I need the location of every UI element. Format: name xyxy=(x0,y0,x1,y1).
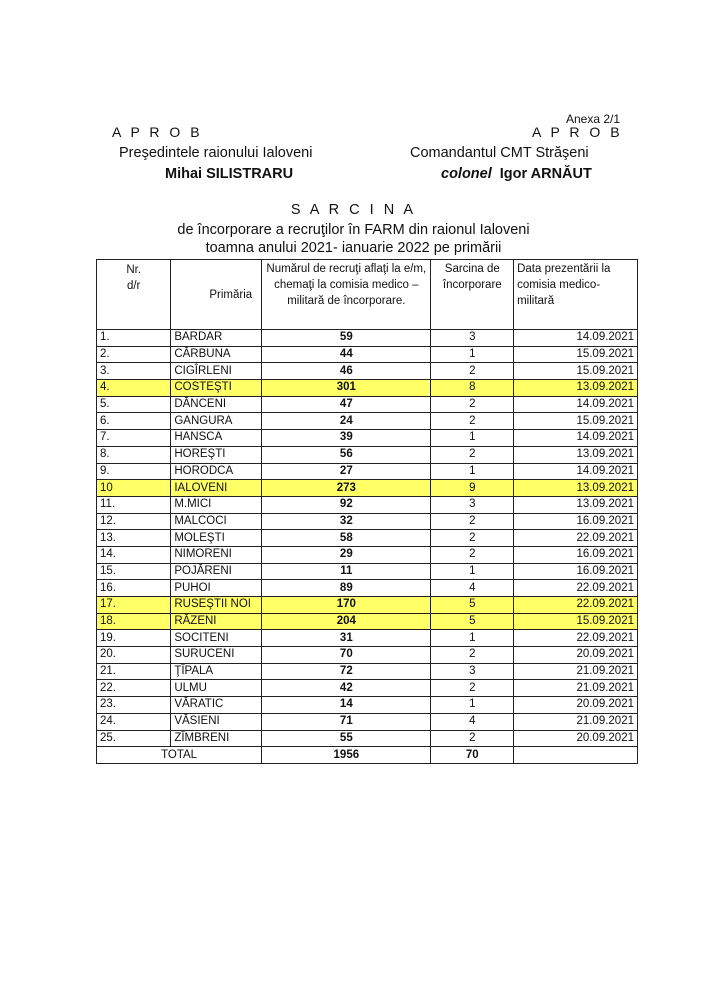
row-sarcina: 1 xyxy=(431,430,514,447)
row-numar: 14 xyxy=(262,697,431,714)
row-numar: 55 xyxy=(262,730,431,747)
row-numar: 39 xyxy=(262,430,431,447)
row-data: 22.09.2021 xyxy=(514,597,638,614)
row-numar: 11 xyxy=(262,563,431,580)
total-row xyxy=(97,747,638,764)
row-numar: 72 xyxy=(262,663,431,680)
row-numar: 56 xyxy=(262,446,431,463)
row-data: 15.09.2021 xyxy=(514,413,638,430)
table-row xyxy=(97,546,638,563)
row-nr: 19. xyxy=(97,630,171,647)
row-nr: 4. xyxy=(97,380,171,397)
row-sarcina: 1 xyxy=(431,463,514,480)
left-approve-label: A P R O B xyxy=(112,124,203,140)
row-data: 14.09.2021 xyxy=(514,463,638,480)
table-row xyxy=(97,630,638,647)
right-signatory xyxy=(441,166,592,182)
row-sarcina: 2 xyxy=(431,680,514,697)
row-numar: 29 xyxy=(262,546,431,563)
row-nr: 9. xyxy=(97,463,171,480)
right-position: Comandantul CMT Străşeni xyxy=(410,145,589,161)
row-numar: 31 xyxy=(262,630,431,647)
row-sarcina: 1 xyxy=(431,563,514,580)
row-primaria: IALOVENI xyxy=(171,480,262,497)
row-sarcina: 4 xyxy=(431,580,514,597)
row-data: 22.09.2021 xyxy=(514,580,638,597)
total-sarcina: 70 xyxy=(431,747,514,764)
row-primaria: MOLEŞTI xyxy=(171,530,262,547)
table-row xyxy=(97,713,638,730)
table-row xyxy=(97,697,638,714)
right-approve-label: A P R O B xyxy=(532,124,623,140)
row-numar: 46 xyxy=(262,363,431,380)
row-data: 15.09.2021 xyxy=(514,346,638,363)
row-data: 21.09.2021 xyxy=(514,663,638,680)
table-row xyxy=(97,413,638,430)
table-row xyxy=(97,730,638,747)
row-sarcina: 5 xyxy=(431,597,514,614)
row-sarcina: 1 xyxy=(431,346,514,363)
doc-title: S A R C I N A xyxy=(290,202,417,218)
row-nr: 18. xyxy=(97,613,171,630)
row-nr: 6. xyxy=(97,413,171,430)
row-primaria: MALCOCI xyxy=(171,513,262,530)
total-label: TOTAL xyxy=(97,747,262,764)
header-sarcina: Sarcina de încorporare xyxy=(431,260,514,330)
row-sarcina: 4 xyxy=(431,713,514,730)
table-row xyxy=(97,380,638,397)
row-nr: 17. xyxy=(97,597,171,614)
row-sarcina: 8 xyxy=(431,380,514,397)
row-primaria: M.MICI xyxy=(171,496,262,513)
table-row xyxy=(97,580,638,597)
total-data xyxy=(514,747,638,764)
row-numar: 24 xyxy=(262,413,431,430)
row-numar: 59 xyxy=(262,330,431,347)
row-primaria: PUHOI xyxy=(171,580,262,597)
row-numar: 71 xyxy=(262,713,431,730)
table-row xyxy=(97,363,638,380)
row-numar: 170 xyxy=(262,597,431,614)
row-data: 13.09.2021 xyxy=(514,380,638,397)
row-numar: 89 xyxy=(262,580,431,597)
row-sarcina: 3 xyxy=(431,663,514,680)
annex-label: Anexa 2/1 xyxy=(566,112,621,126)
row-nr: 20. xyxy=(97,647,171,664)
row-nr: 14. xyxy=(97,546,171,563)
row-primaria: CIGÎRLENI xyxy=(171,363,262,380)
row-sarcina: 1 xyxy=(431,630,514,647)
table-row xyxy=(97,663,638,680)
row-sarcina: 2 xyxy=(431,363,514,380)
table-row xyxy=(97,613,638,630)
row-nr: 25. xyxy=(97,730,171,747)
table-row xyxy=(97,680,638,697)
table-row xyxy=(97,563,638,580)
row-nr: 10 xyxy=(97,480,171,497)
header-numarul: Numărul de recruţi aflaţi la e/m, chemaţi la comisia medico – militară de încorporare. xyxy=(262,260,431,330)
header-nr: Nr. d/r xyxy=(97,260,171,330)
row-numar: 273 xyxy=(262,480,431,497)
table-row xyxy=(97,530,638,547)
row-data: 20.09.2021 xyxy=(514,697,638,714)
row-sarcina: 2 xyxy=(431,730,514,747)
row-sarcina: 3 xyxy=(431,496,514,513)
table-row xyxy=(97,330,638,347)
row-sarcina: 5 xyxy=(431,613,514,630)
table-row xyxy=(97,430,638,447)
row-numar: 42 xyxy=(262,680,431,697)
row-primaria: BARDAR xyxy=(171,330,262,347)
row-primaria: RĂZENI xyxy=(171,613,262,630)
row-sarcina: 1 xyxy=(431,697,514,714)
row-data: 16.09.2021 xyxy=(514,546,638,563)
row-nr: 8. xyxy=(97,446,171,463)
row-primaria: SOCITENI xyxy=(171,630,262,647)
row-numar: 204 xyxy=(262,613,431,630)
row-sarcina: 3 xyxy=(431,330,514,347)
doc-subtitle-line2: toamna anului 2021- ianuarie 2022 pe primării xyxy=(205,240,502,256)
row-sarcina: 2 xyxy=(431,396,514,413)
table-row xyxy=(97,480,638,497)
table-header-row xyxy=(97,260,638,330)
row-numar: 27 xyxy=(262,463,431,480)
header-data: Data prezentării la comisia medico-militară xyxy=(514,260,638,330)
row-primaria: ŢÎPALA xyxy=(171,663,262,680)
row-data: 22.09.2021 xyxy=(514,630,638,647)
header-primaria: Primăria xyxy=(171,260,262,330)
left-position: Preşedintele raionului Ialoveni xyxy=(119,145,313,161)
row-sarcina: 2 xyxy=(431,413,514,430)
left-signatory-name: Mihai SILISTRARU xyxy=(165,166,294,182)
row-primaria: SURUCENI xyxy=(171,647,262,664)
table-row xyxy=(97,647,638,664)
row-primaria: NIMORENI xyxy=(171,546,262,563)
row-nr: 5. xyxy=(97,396,171,413)
row-data: 21.09.2021 xyxy=(514,713,638,730)
row-primaria: VĂSIENI xyxy=(171,713,262,730)
row-data: 16.09.2021 xyxy=(514,513,638,530)
recruitment-table xyxy=(96,259,638,764)
row-sarcina: 9 xyxy=(431,480,514,497)
row-data: 13.09.2021 xyxy=(514,446,638,463)
row-data: 15.09.2021 xyxy=(514,613,638,630)
row-primaria: HORODCA xyxy=(171,463,262,480)
row-nr: 22. xyxy=(97,680,171,697)
row-data: 20.09.2021 xyxy=(514,647,638,664)
table-row xyxy=(97,496,638,513)
row-primaria: RUSEŞTII NOI xyxy=(171,597,262,614)
table-row xyxy=(97,463,638,480)
row-primaria: CĂRBUNA xyxy=(171,346,262,363)
row-numar: 70 xyxy=(262,647,431,664)
row-primaria: HOREŞTI xyxy=(171,446,262,463)
row-data: 13.09.2021 xyxy=(514,480,638,497)
row-sarcina: 2 xyxy=(431,530,514,547)
row-data: 14.09.2021 xyxy=(514,396,638,413)
total-numar: 1956 xyxy=(262,747,431,764)
table-row xyxy=(97,346,638,363)
row-nr: 1. xyxy=(97,330,171,347)
row-data: 13.09.2021 xyxy=(514,496,638,513)
row-sarcina: 2 xyxy=(431,513,514,530)
row-primaria: VĂRATIC xyxy=(171,697,262,714)
row-data: 20.09.2021 xyxy=(514,730,638,747)
row-sarcina: 2 xyxy=(431,446,514,463)
row-nr: 13. xyxy=(97,530,171,547)
row-nr: 24. xyxy=(97,713,171,730)
row-numar: 92 xyxy=(262,496,431,513)
row-nr: 15. xyxy=(97,563,171,580)
row-primaria: COSTEŞTI xyxy=(171,380,262,397)
row-primaria: HANSCA xyxy=(171,430,262,447)
row-numar: 32 xyxy=(262,513,431,530)
row-nr: 21. xyxy=(97,663,171,680)
right-signatory-name: Igor ARNĂUT xyxy=(499,166,592,182)
row-data: 15.09.2021 xyxy=(514,363,638,380)
row-sarcina: 2 xyxy=(431,546,514,563)
right-signatory-rank: colonel xyxy=(441,166,492,182)
row-nr: 2. xyxy=(97,346,171,363)
row-data: 21.09.2021 xyxy=(514,680,638,697)
row-numar: 58 xyxy=(262,530,431,547)
row-data: 14.09.2021 xyxy=(514,330,638,347)
table-row xyxy=(97,597,638,614)
row-nr: 7. xyxy=(97,430,171,447)
row-numar: 301 xyxy=(262,380,431,397)
row-primaria: DĂNCENI xyxy=(171,396,262,413)
row-sarcina: 2 xyxy=(431,647,514,664)
row-nr: 16. xyxy=(97,580,171,597)
table-row xyxy=(97,396,638,413)
row-primaria: POJĂRENI xyxy=(171,563,262,580)
row-data: 14.09.2021 xyxy=(514,430,638,447)
row-nr: 11. xyxy=(97,496,171,513)
row-primaria: ULMU xyxy=(171,680,262,697)
row-nr: 12. xyxy=(97,513,171,530)
row-numar: 44 xyxy=(262,346,431,363)
row-nr: 23. xyxy=(97,697,171,714)
row-primaria: ZÎMBRENI xyxy=(171,730,262,747)
row-numar: 47 xyxy=(262,396,431,413)
row-primaria: GANGURA xyxy=(171,413,262,430)
row-nr: 3. xyxy=(97,363,171,380)
table-row xyxy=(97,446,638,463)
row-data: 22.09.2021 xyxy=(514,530,638,547)
row-data: 16.09.2021 xyxy=(514,563,638,580)
doc-subtitle-line1: de încorporare a recruţilor în FARM din raionul Ialoveni xyxy=(177,222,530,238)
table-row xyxy=(97,513,638,530)
